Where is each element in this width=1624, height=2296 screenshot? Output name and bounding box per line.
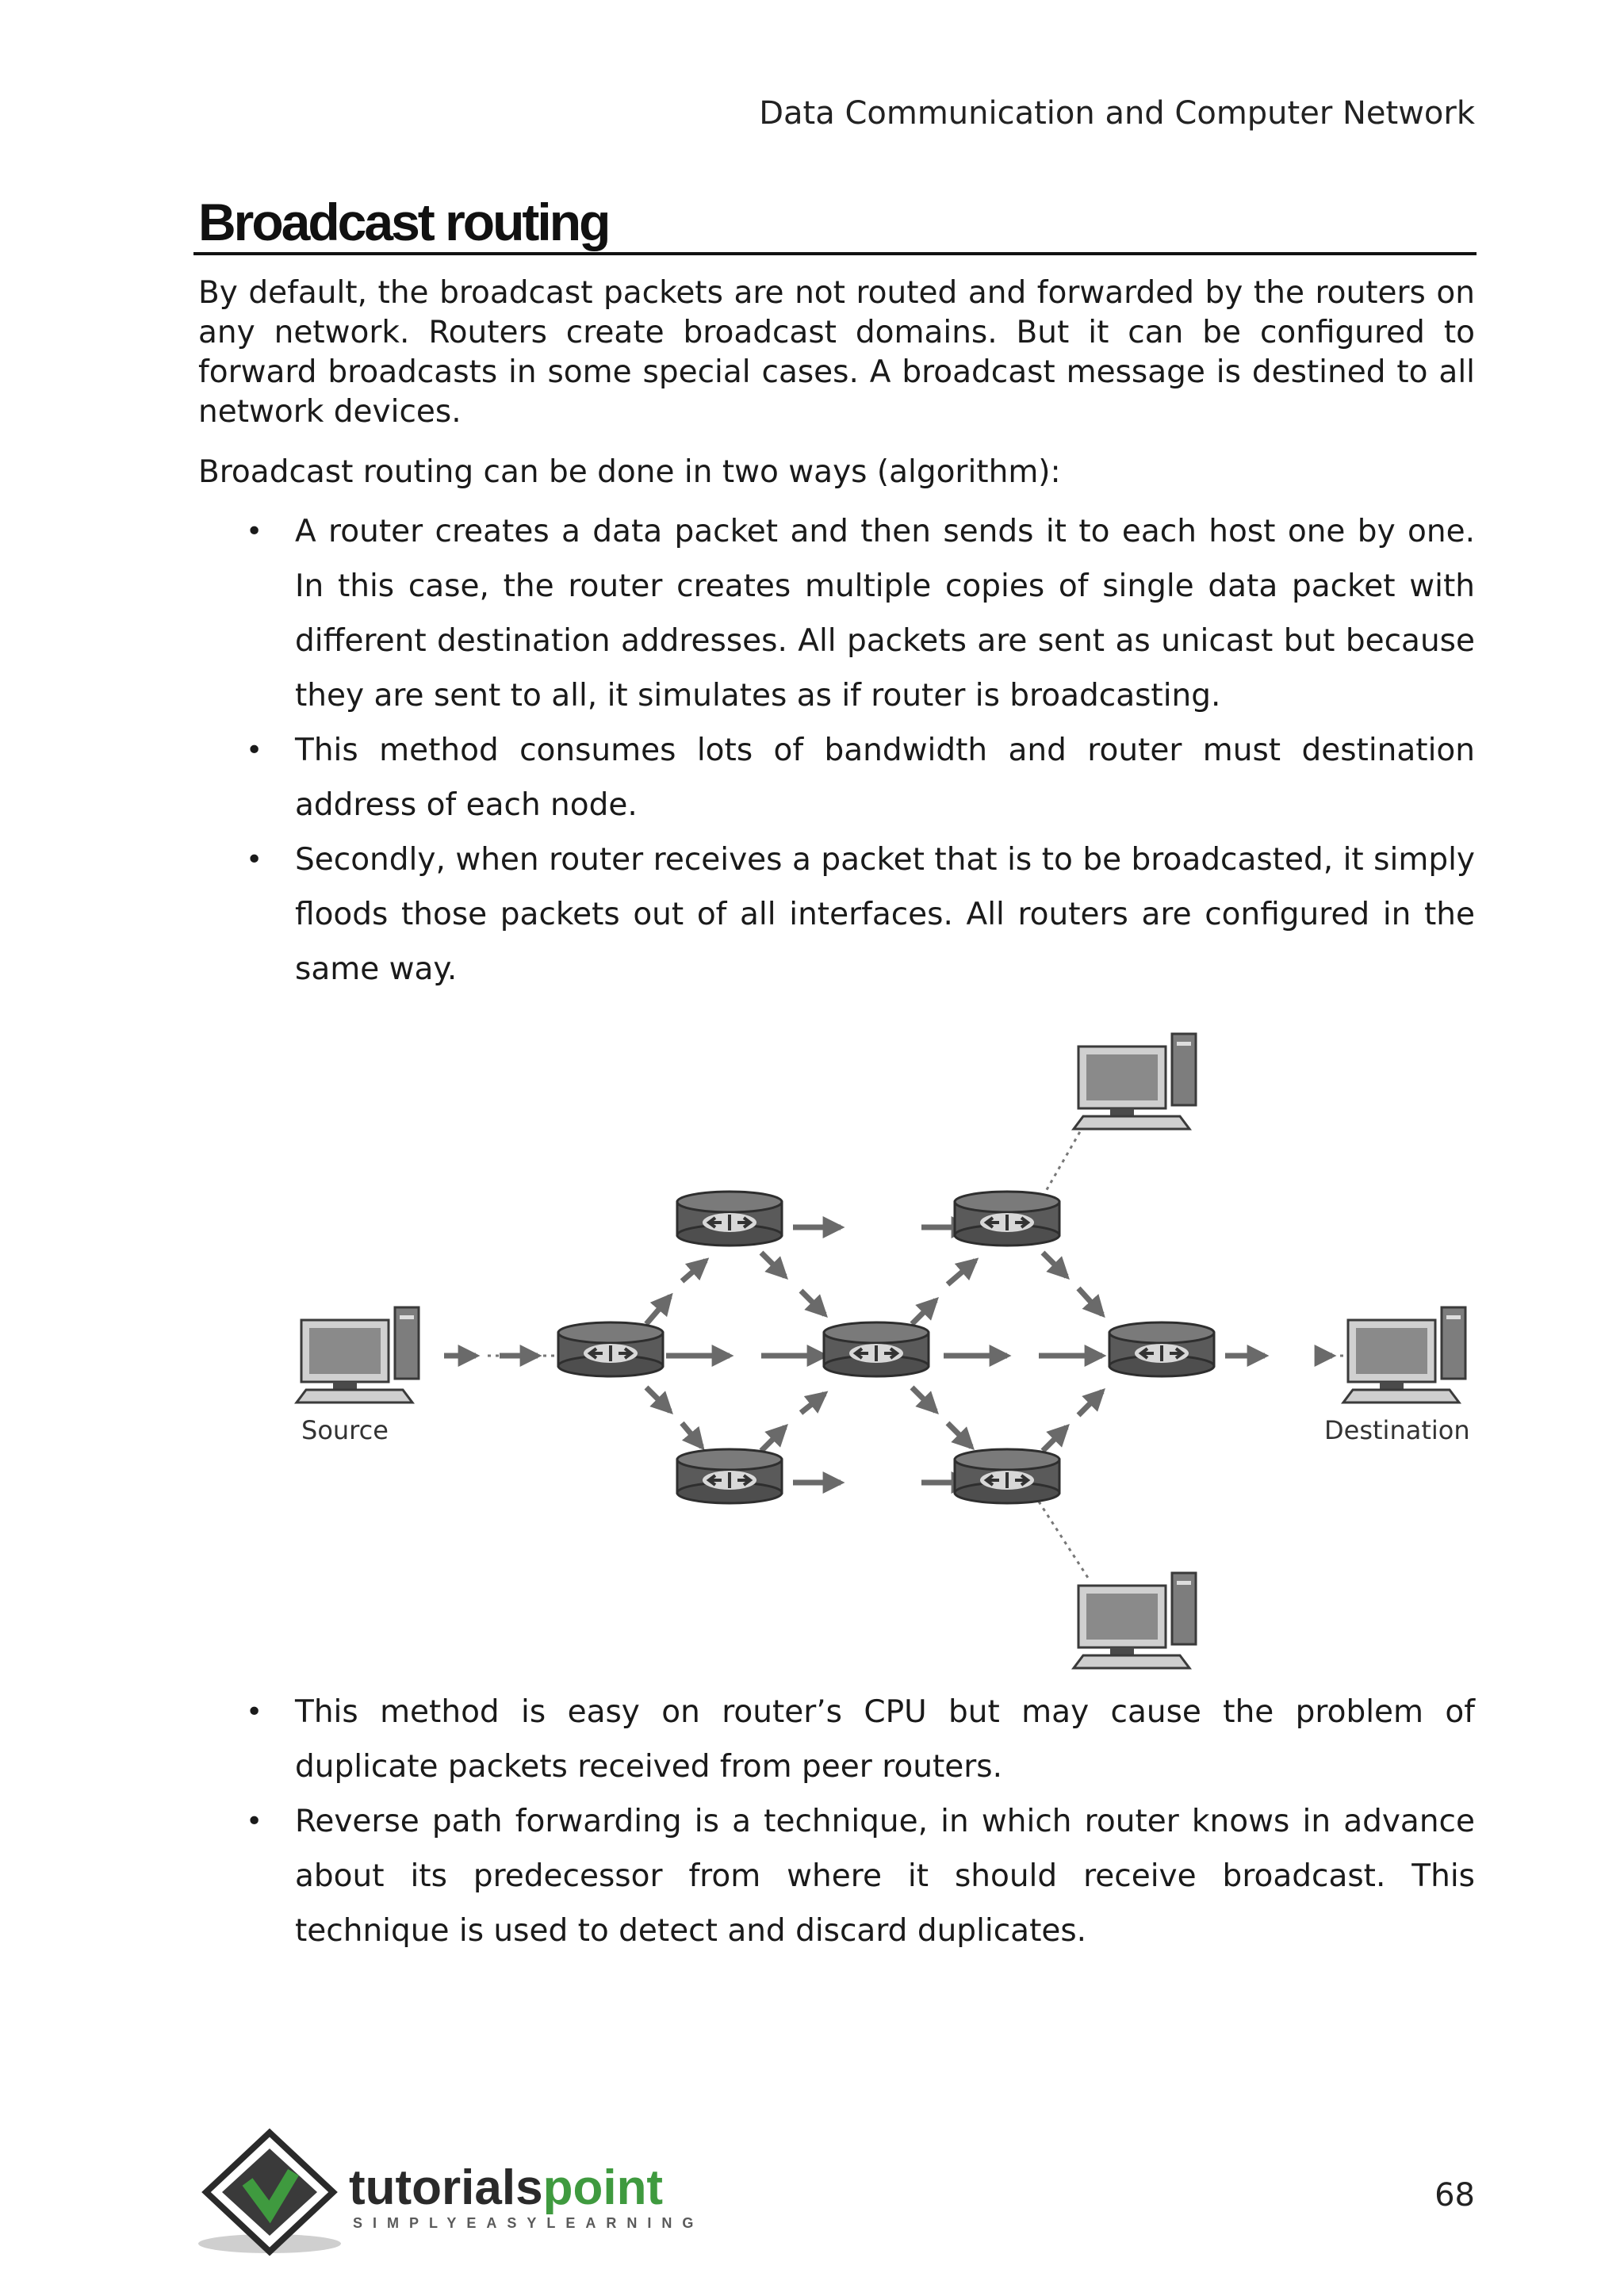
bullet-dot: • xyxy=(246,1696,263,1728)
list-item xyxy=(198,723,1475,832)
computer-destination xyxy=(1343,1307,1465,1402)
intro-paragraph: By default, the broadcast packets are not routed and forwarded by the routers on any network. Routers create broadcast domains. But it can be configured to forward broadcasts in some special cases. A broadcast message is destined to all network devices. xyxy=(198,275,1475,430)
list-item xyxy=(198,832,1475,997)
router-top-right xyxy=(955,1192,1059,1246)
title-rule xyxy=(193,252,1477,255)
bullet-dot: • xyxy=(246,734,263,767)
source-label: Source xyxy=(301,1415,389,1445)
computer-bottom xyxy=(1074,1573,1196,1668)
computer-top xyxy=(1074,1034,1196,1129)
router-center xyxy=(824,1322,929,1376)
router-bottom-left xyxy=(677,1449,782,1503)
bullet-text: This method is easy on router’s CPU but may cause the problem of duplicate packets received from peer routers. xyxy=(295,1694,1475,1785)
list-item xyxy=(198,1794,1475,1958)
bullet-text: This method consumes lots of bandwidth and router must destination address of each node. xyxy=(295,733,1475,823)
ways-paragraph: Broadcast routing can be done in two ways (algorithm): xyxy=(198,454,1061,490)
list-item xyxy=(198,1685,1475,1794)
tutorialspoint-logo xyxy=(198,2125,753,2260)
router-top-left xyxy=(677,1192,782,1246)
bullet-text: A router creates a data packet and then sends it to each host one by one. In this case, the router creates multiple copies of single data packet with different destination addresses. All packets are sent as unicast but because they are sent to all, it simulates as if router is broadcasting. xyxy=(295,514,1475,714)
router-right xyxy=(1109,1322,1214,1376)
page-number: 68 xyxy=(1434,2177,1475,2214)
section-title: Broadcast routing xyxy=(198,193,609,251)
running-header: Data Communication and Computer Network xyxy=(759,95,1475,132)
router-bottom-right xyxy=(955,1449,1059,1503)
bullet-dot: • xyxy=(246,1805,263,1838)
list-item xyxy=(198,504,1475,723)
logo-tagline: SIMPLYEASYLEARNING xyxy=(353,2215,704,2231)
bullet-list-bottom xyxy=(198,1685,1475,1958)
bullet-dot: • xyxy=(246,515,263,548)
broadcast-routing-diagram xyxy=(285,1023,1491,1681)
destination-label: Destination xyxy=(1324,1415,1470,1445)
logo-text-main: tutorials xyxy=(349,2160,543,2215)
bullet-text: Secondly, when router receives a packet that is to be broadcasted, it simply floods those packets out of all interfaces. All routers are configured in the same way. xyxy=(295,842,1475,987)
computer-source xyxy=(297,1307,419,1402)
logo-text-accent: point xyxy=(542,2160,664,2215)
logo-wordmark xyxy=(349,2160,663,2215)
bullet-dot: • xyxy=(246,844,263,876)
bullet-list-top xyxy=(198,504,1475,997)
bullet-text: Reverse path forwarding is a technique, in which router knows in advance about its predecessor from where it should receive broadcast. This technique is used to detect and discard duplicates. xyxy=(295,1804,1475,1949)
router-left xyxy=(558,1322,663,1376)
